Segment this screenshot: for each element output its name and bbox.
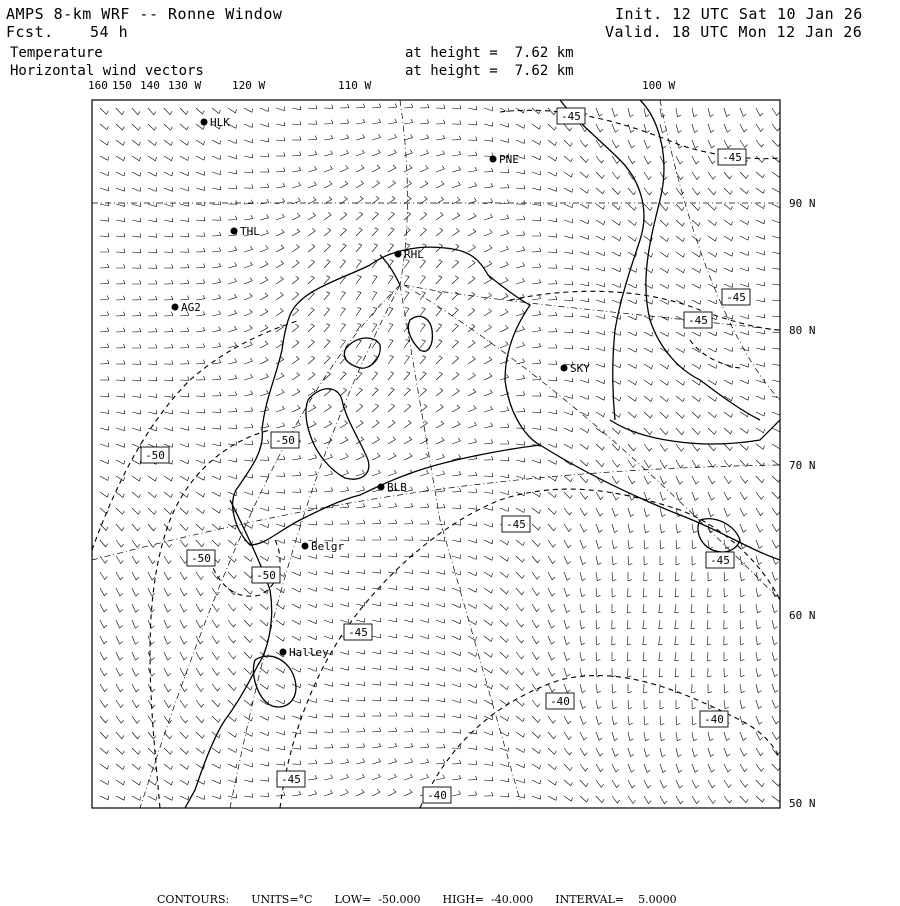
contour-label	[546, 693, 574, 709]
contour-label-text: -50	[145, 449, 165, 462]
field-wind: Horizontal wind vectors	[10, 63, 204, 79]
contour-label-text: -45	[281, 773, 301, 786]
contour-label	[187, 550, 215, 566]
latitude-label: 50 N	[789, 797, 816, 810]
latitude-label: 90 N	[789, 197, 816, 210]
field-temperature: Temperature	[10, 45, 103, 61]
contour-label	[718, 149, 746, 165]
station-label: AG2	[181, 301, 201, 314]
contour-label-text: -45	[710, 554, 730, 567]
contour-label-text: -50	[275, 434, 295, 447]
longitude-label: 130 W	[168, 79, 202, 92]
contour-label-text: -45	[348, 626, 368, 639]
station-label: THL	[240, 225, 260, 238]
footer-high: HIGH= -40.000	[442, 893, 534, 906]
contour-label	[557, 108, 585, 124]
station-dot-icon	[395, 251, 402, 258]
station-label: Belgr	[311, 540, 345, 553]
station-label: RHL	[404, 248, 424, 261]
station-label: Halley	[289, 646, 329, 659]
contour-label-text: -50	[191, 552, 211, 565]
station-dot-icon	[302, 543, 309, 550]
longitude-label: 120 W	[232, 79, 266, 92]
station-label: SKY	[570, 362, 590, 375]
longitude-label: 160	[88, 79, 108, 92]
map-title: AMPS 8-km WRF -- Ronne Window	[6, 5, 283, 23]
latitude-label: 60 N	[789, 609, 816, 622]
contour-label	[706, 552, 734, 568]
latitude-label: 80 N	[789, 324, 816, 337]
contour-label	[423, 787, 451, 803]
station-dot-icon	[490, 156, 497, 163]
station-dot-icon	[280, 649, 287, 656]
contour-label-text: -40	[550, 695, 570, 708]
contour-label	[252, 567, 280, 583]
longitude-label: 140	[140, 79, 160, 92]
contour-label	[344, 624, 372, 640]
contour-label-text: -45	[722, 151, 742, 164]
footer-contours: CONTOURS:	[157, 893, 230, 906]
longitude-label: 110 W	[338, 79, 372, 92]
station-dot-icon	[561, 365, 568, 372]
contour-label-text: -50	[256, 569, 276, 582]
height-wind: at height = 7.62 km	[405, 63, 574, 79]
valid-time: Valid. 18 UTC Mon 12 Jan 26	[605, 23, 863, 41]
latitude-labels	[789, 197, 816, 810]
station-label: BLB	[387, 481, 407, 494]
contour-label	[277, 771, 305, 787]
contour-label	[722, 289, 750, 305]
station-dot-icon	[172, 304, 179, 311]
contour-label	[141, 447, 169, 463]
forecast-value: 54 h	[90, 23, 129, 41]
footer-units: UNITS=°C	[251, 893, 313, 906]
contour-label-text: -40	[704, 713, 724, 726]
contour-label	[271, 432, 299, 448]
map-frame	[92, 100, 780, 808]
station-dot-icon	[378, 484, 385, 491]
contour-label	[684, 312, 712, 328]
station-dot-icon	[231, 228, 238, 235]
contour-label-text: -45	[561, 110, 581, 123]
station-dot-icon	[201, 119, 208, 126]
station-label: PNE	[499, 153, 519, 166]
latitude-label: 70 N	[789, 459, 816, 472]
longitude-label: 150	[112, 79, 132, 92]
longitude-labels	[88, 79, 675, 92]
forecast-label: Fcst.	[6, 23, 54, 41]
contour-label	[502, 516, 530, 532]
footer-low: LOW= -50.000	[334, 893, 421, 906]
contour-label-text: -45	[726, 291, 746, 304]
station-label: HLK	[210, 116, 230, 129]
init-time: Init. 12 UTC Sat 10 Jan 26	[615, 5, 863, 23]
contour-label-text: -45	[506, 518, 526, 531]
contour-legend	[150, 880, 699, 906]
contour-label	[700, 711, 728, 727]
longitude-label: 100 W	[642, 79, 676, 92]
footer-interval: INTERVAL= 5.0000	[555, 893, 677, 906]
contour-label-text: -40	[427, 789, 447, 802]
height-temperature: at height = 7.62 km	[405, 45, 574, 61]
contour-label-text: -45	[688, 314, 708, 327]
